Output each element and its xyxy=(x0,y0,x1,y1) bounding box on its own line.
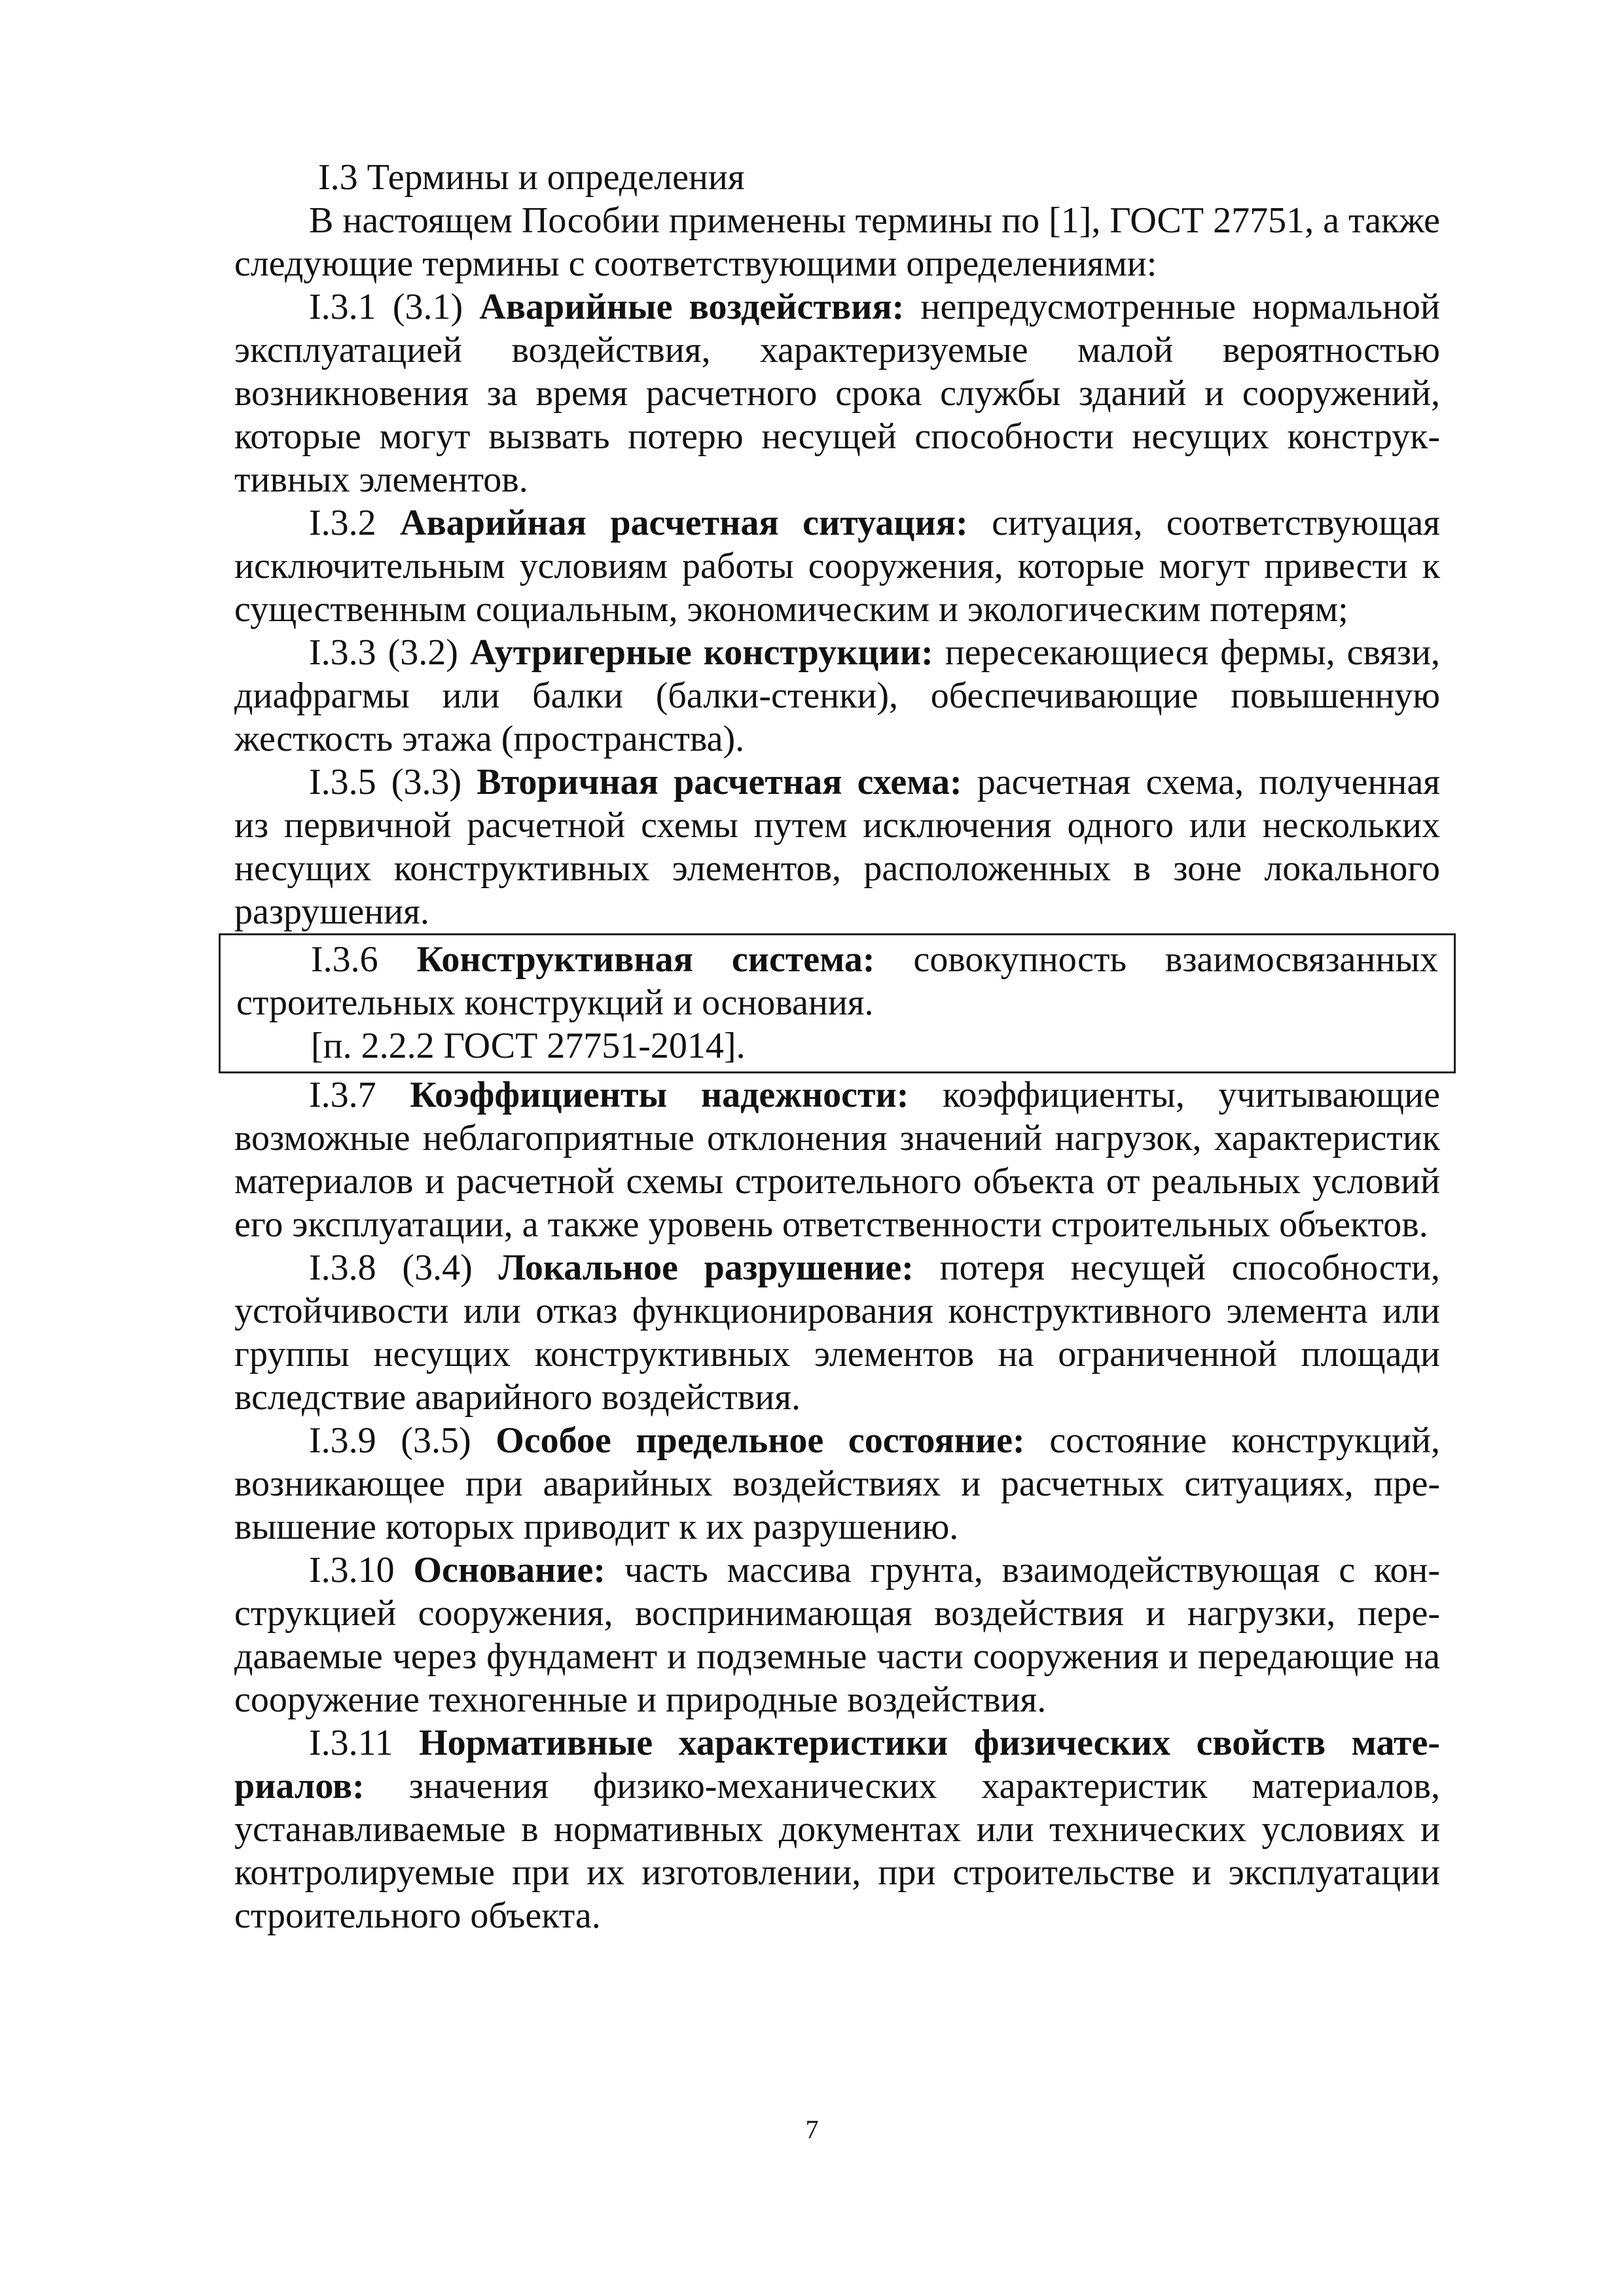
page-content xyxy=(234,156,1440,1937)
term-definition: непредусмотренные нормальной эксплуатацией воздействия, характеризуемые малой вероятностью возникновения за время расчетного срока службы зданий и сооружений, которые могут вызвать потерю несущей способности несущих конструктивных элементов. xyxy=(234,287,1440,500)
term-definition: ситуация, соответствующая исключительным условиям работы сооружения, которые могут привести к существенным социальным, экономическим и экологическим потерям; xyxy=(234,503,1441,630)
term-paragraph xyxy=(234,1073,1440,1246)
term-number: I.3.11 xyxy=(309,1723,420,1763)
term-paragraph xyxy=(234,1549,1440,1721)
term-number: I.3.2 xyxy=(309,503,401,543)
term-number: I.3.5 (3.3) xyxy=(309,762,477,802)
term-definition: совокупность взаимосвязанных строительных конструкций и основания. xyxy=(236,939,1438,1023)
term-paragraph xyxy=(234,1721,1440,1937)
page-number: 7 xyxy=(805,2115,819,2144)
term-title: Аварийная расчетная ситуация: xyxy=(400,503,968,543)
term-definition: значения физико-механических характеристик материалов, устанавливаемые в нормативных документах или технических условиях и контролируемые при их изготовлении, при строительстве и эксплуатации строительного объекта. xyxy=(234,1766,1440,1936)
section-heading: I.3 Термины и определения xyxy=(318,157,745,198)
term-paragraph xyxy=(234,1419,1440,1549)
term-title: Основание: xyxy=(413,1550,606,1590)
boxed-term-paragraph xyxy=(236,938,1438,1024)
boxed-term-reference: [п. 2.2.2 ГОСТ 27751-2014]. xyxy=(311,1026,746,1066)
term-paragraph xyxy=(234,501,1440,631)
term-title: Аварийные воздействия: xyxy=(479,287,905,327)
term-paragraph xyxy=(234,1246,1440,1419)
term-definition: часть массива грунта, взаимодействующая с конструкцией сооружения, воспринимающая воздействия и нагрузки, передаваемые через фундамент и подземные части сооружения и передающие на сооружение техногенные и природные воздействия. xyxy=(234,1550,1440,1720)
term-paragraph xyxy=(234,761,1440,933)
term-title: Локальное разрушение: xyxy=(498,1247,914,1288)
term-paragraph xyxy=(234,285,1440,501)
term-number: I.3.6 xyxy=(311,939,417,980)
term-title: Аутригерные конструкции: xyxy=(469,632,933,673)
term-number: I.3.8 (3.4) xyxy=(309,1247,499,1288)
term-definition: расчетная схема, полученная из первичной расчетной схемы путем исключения одного или нескольких несущих конструктивных элементов, расположенных в зоне локального разрушения. xyxy=(234,762,1440,932)
term-definition: потеря несущей способности, устойчивости или отказ функционирования конструктивного элемента или группы несущих конструктивных элементов на ограниченной площади вследствие аварийного воздействия. xyxy=(234,1247,1440,1418)
term-paragraph xyxy=(234,631,1440,761)
term-number: I.3.3 (3.2) xyxy=(309,632,470,673)
term-number: I.3.7 xyxy=(309,1075,410,1115)
term-definition: пересекающиеся фермы, связи, диафрагмы или балки (балки-стенки), обеспечивающие повышенную жесткость этажа (пространства). xyxy=(234,632,1440,759)
term-title: Особое предельное состояние: xyxy=(496,1420,1025,1461)
boxed-term-frame xyxy=(219,933,1456,1073)
term-definition: состояние конструкций, возникающее при аварийных воздействиях и расчетных ситуациях, превышение которых приводит к их разрушению. xyxy=(234,1420,1441,1547)
section-intro: В настоящем Пособии применены термины по [1], ГОСТ 27751, а также следующие термины с соответствующими определениями: xyxy=(234,200,1440,284)
term-title: Коэффициенты надежности: xyxy=(410,1075,909,1115)
term-title: Нормативные характеристики физических свойств материалов: xyxy=(234,1723,1440,1806)
term-number: I.3.1 (3.1) xyxy=(309,287,480,327)
term-definition: коэффициенты, учитывающие возможные неблагоприятные отклонения значений нагрузок, характеристик материалов и расчетной схемы строительного объекта от реальных условий его эксплуатации, а также уровень ответственности строительных объектов. xyxy=(234,1075,1440,1245)
term-number: I.3.10 xyxy=(309,1550,414,1590)
term-title: Конструктивная система: xyxy=(416,939,875,980)
term-number: I.3.9 (3.5) xyxy=(309,1420,496,1461)
term-title: Вторичная расчетная схема: xyxy=(477,762,962,802)
